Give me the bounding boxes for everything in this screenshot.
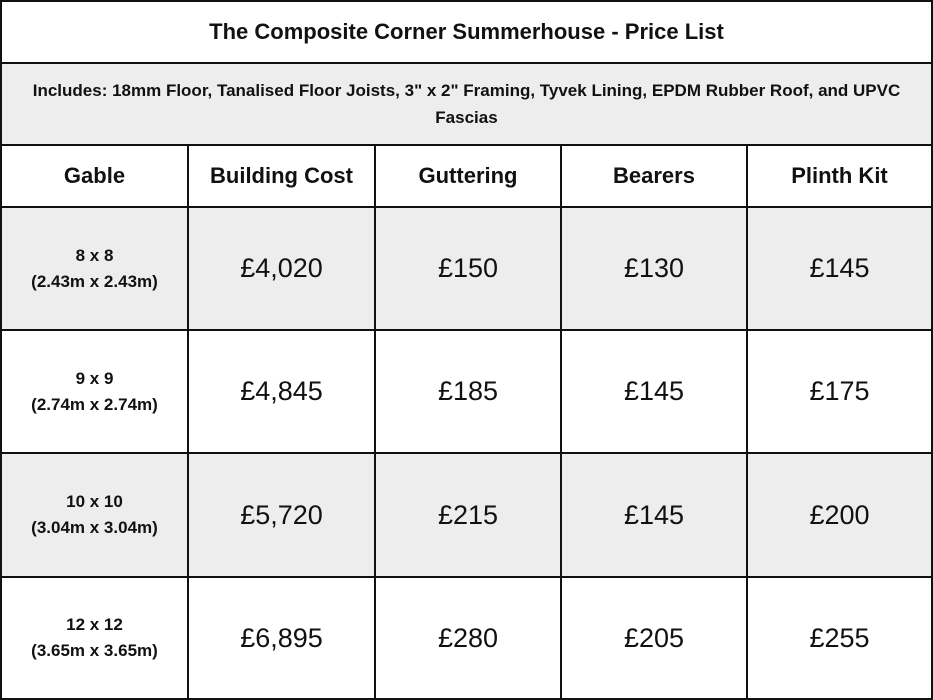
building-cost: £4,020 (189, 208, 374, 329)
size-metric: (3.65m x 3.65m) (31, 641, 158, 660)
header-plinth-kit: Plinth Kit (748, 146, 931, 206)
includes-note: Includes: 18mm Floor, Tanalised Floor Joists, 3" x 2" Framing, Tyvek Lining, EPDM Rubber Roof, and UPVC Fascias (2, 64, 931, 144)
building-cost: £5,720 (189, 454, 374, 576)
header-gable: Gable (2, 146, 187, 206)
header-guttering: Guttering (376, 146, 560, 206)
row-size (2, 578, 187, 698)
plinth-kit-price: £255 (748, 578, 931, 698)
row-size (2, 331, 187, 452)
header-building-cost: Building Cost (189, 146, 374, 206)
plinth-kit-price: £145 (748, 208, 931, 329)
size-metric: (3.04m x 3.04m) (31, 518, 158, 537)
row-size (2, 208, 187, 329)
building-cost: £6,895 (189, 578, 374, 698)
size-imperial: 10 x 10 (66, 492, 123, 511)
bearers-price: £205 (562, 578, 746, 698)
table-title: The Composite Corner Summerhouse - Price List (2, 2, 931, 62)
header-bearers: Bearers (562, 146, 746, 206)
guttering-price: £215 (376, 454, 560, 576)
size-metric: (2.74m x 2.74m) (31, 394, 158, 414)
bearers-price: £130 (562, 208, 746, 329)
building-cost: £4,845 (189, 331, 374, 452)
plinth-kit-price: £175 (748, 331, 931, 452)
bearers-price: £145 (562, 454, 746, 576)
guttering-price: £150 (376, 208, 560, 329)
size-imperial: 12 x 12 (66, 615, 123, 634)
bearers-price: £145 (562, 331, 746, 452)
guttering-price: £185 (376, 331, 560, 452)
guttering-price: £280 (376, 578, 560, 698)
plinth-kit-price: £200 (748, 454, 931, 576)
row-size (2, 454, 187, 576)
size-imperial: 8 x 8 (75, 245, 114, 265)
size-metric: (2.43m x 2.43m) (31, 271, 158, 291)
size-imperial: 9 x 9 (75, 368, 114, 388)
